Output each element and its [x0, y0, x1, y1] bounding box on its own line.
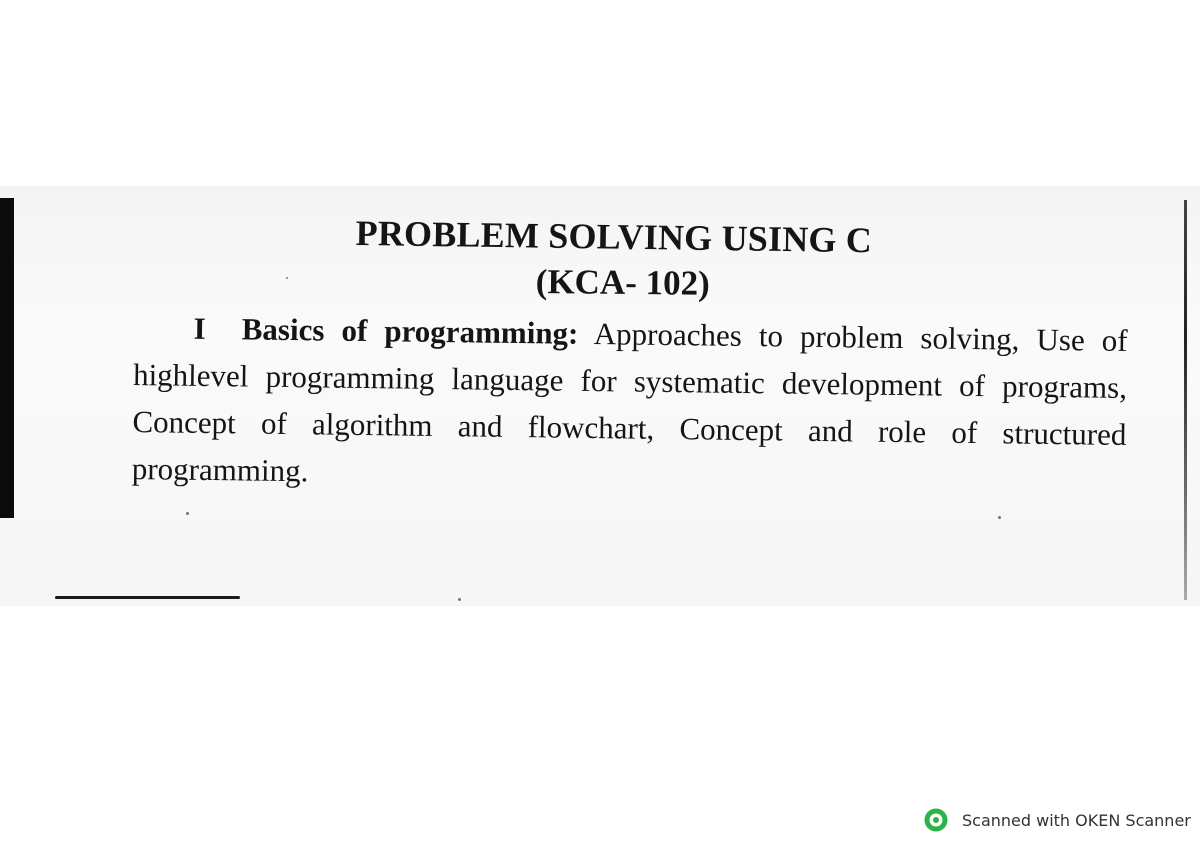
scan-speck	[458, 598, 461, 601]
right-page-edge	[1184, 200, 1187, 600]
scan-speck	[286, 277, 288, 279]
course-code: (KCA- 102)	[535, 262, 710, 303]
unit-number: I	[193, 310, 206, 346]
document-title: PROBLEM SOLVING USING C	[355, 212, 873, 261]
scan-speck	[998, 516, 1001, 519]
oken-scanner-logo-icon	[924, 808, 948, 832]
left-page-edge	[0, 198, 14, 518]
watermark-text: Scanned with OKEN Scanner	[962, 810, 1191, 830]
unit-paragraph	[132, 304, 1128, 505]
unit-heading: Basics of programming:	[241, 311, 579, 351]
underline-rule	[55, 596, 240, 599]
scanner-watermark	[924, 808, 1191, 832]
unit-content: Approaches to problem solving, Use of highlevel programming language for systematic development of programs, Concept of algorithm and flowchart, Concept and role of structured programming.	[131, 316, 1128, 489]
scan-speck	[186, 512, 189, 515]
